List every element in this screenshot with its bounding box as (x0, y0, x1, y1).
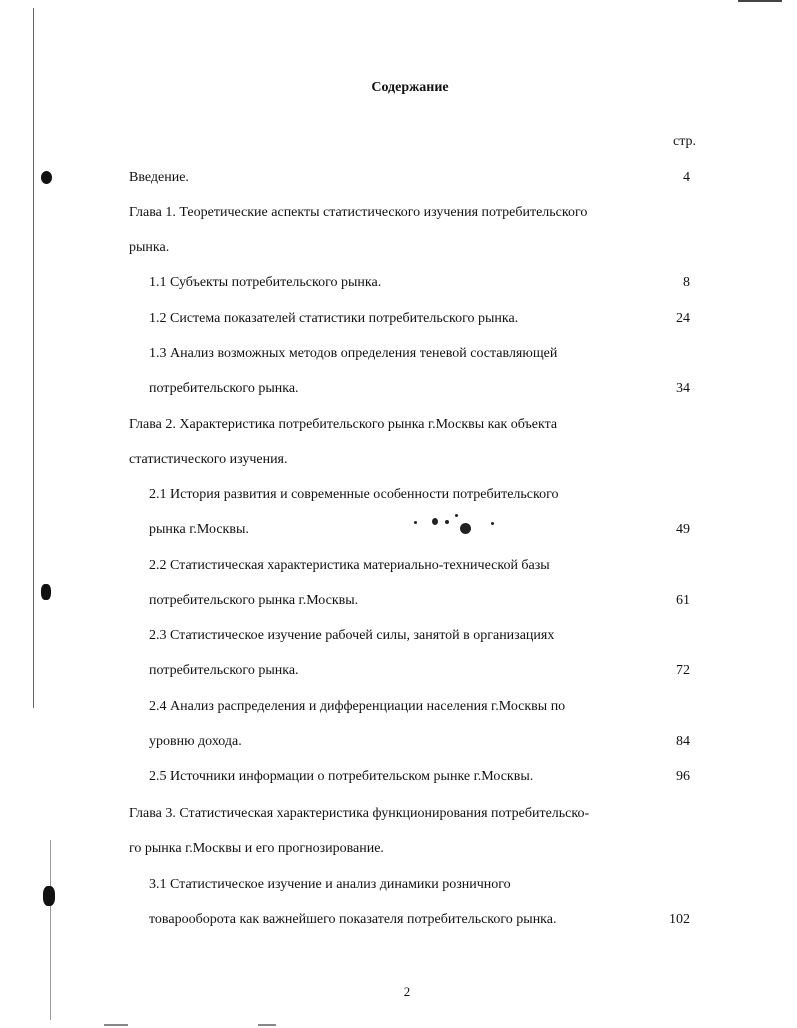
page-title: Содержание (371, 80, 449, 95)
toc-chapter-2-line2: статистического изучения. (129, 452, 288, 467)
toc-section-3-1-line1: 3.1 Статистическое изучение и анализ динамики розничного (149, 877, 511, 892)
toc-section-2-4-line1: 2.4 Анализ распределения и дифференциации населения г.Москвы по (149, 699, 566, 714)
scan-speck (445, 520, 449, 524)
scan-speck (414, 521, 417, 524)
toc-section-2-3-line1: 2.3 Статистическое изучение рабочей силы, занятой в организациях (149, 628, 555, 643)
toc-page-2-5: 96 (676, 769, 690, 784)
scan-mark-bottom (258, 1024, 276, 1026)
toc-section-1-1: 1.1 Субъекты потребительского рынка. (149, 275, 382, 290)
scan-blot (41, 171, 52, 184)
scan-mark-bottom (104, 1024, 128, 1026)
toc-section-2-2-line1: 2.2 Статистическая характеристика материально-технической базы (149, 558, 550, 573)
scan-mark-top (738, 0, 782, 2)
toc-chapter-1-line1: Глава 1. Теоретические аспекты статистического изучения потребительского (129, 205, 588, 220)
toc-page-1-3: 34 (676, 381, 690, 396)
toc-page-3-1: 102 (669, 912, 690, 927)
toc-chapter-2-line1: Глава 2. Характеристика потребительского рынка г.Москвы как объекта (129, 417, 558, 432)
toc-page-2-1: 49 (676, 522, 690, 537)
toc-section-2-1-line1: 2.1 История развития и современные особенности потребительского (149, 487, 559, 502)
scan-speck (432, 518, 438, 525)
toc-section-3-1-line2: товарооборота как важнейшего показателя потребительского рынка. (149, 912, 557, 927)
page-number: 2 (403, 984, 411, 999)
toc-entry-intro: Введение. (129, 170, 189, 185)
toc-section-2-4-line2: уровню дохода. (149, 734, 242, 749)
toc-chapter-3-line1: Глава 3. Статистическая характеристика функционирования потребительско- (129, 806, 590, 821)
toc-section-2-3-line2: потребительского рынка. (149, 663, 299, 678)
toc-page-1-2: 24 (676, 311, 690, 326)
scan-blot (41, 584, 51, 600)
scan-blot (43, 886, 55, 906)
toc-section-2-2-line2: потребительского рынка г.Москвы. (149, 593, 359, 608)
page-column-label: стр. (672, 134, 696, 149)
toc-section-1-2: 1.2 Система показателей статистики потребительского рынка. (149, 311, 519, 326)
toc-section-2-5: 2.5 Источники информации о потребительском рынке г.Москвы. (149, 769, 534, 784)
toc-section-1-3-line2: потребительского рынка. (149, 381, 299, 396)
scan-speck (455, 514, 458, 517)
toc-page-1-1: 8 (683, 275, 690, 290)
scan-margin-line (33, 8, 34, 708)
toc-section-1-3-line1: 1.3 Анализ возможных методов определения теневой составляющей (149, 346, 558, 361)
toc-chapter-3-line2: го рынка г.Москвы и его прогнозирование. (129, 841, 384, 856)
scan-speck (491, 522, 494, 525)
toc-page-2-4: 84 (676, 734, 690, 749)
toc-page-2-3: 72 (676, 663, 690, 678)
scan-speck (460, 523, 471, 534)
toc-chapter-1-line2: рынка. (129, 240, 170, 255)
toc-page-intro: 4 (683, 170, 690, 185)
toc-page-2-2: 61 (676, 593, 690, 608)
toc-section-2-1-line2: рынка г.Москвы. (149, 522, 249, 537)
